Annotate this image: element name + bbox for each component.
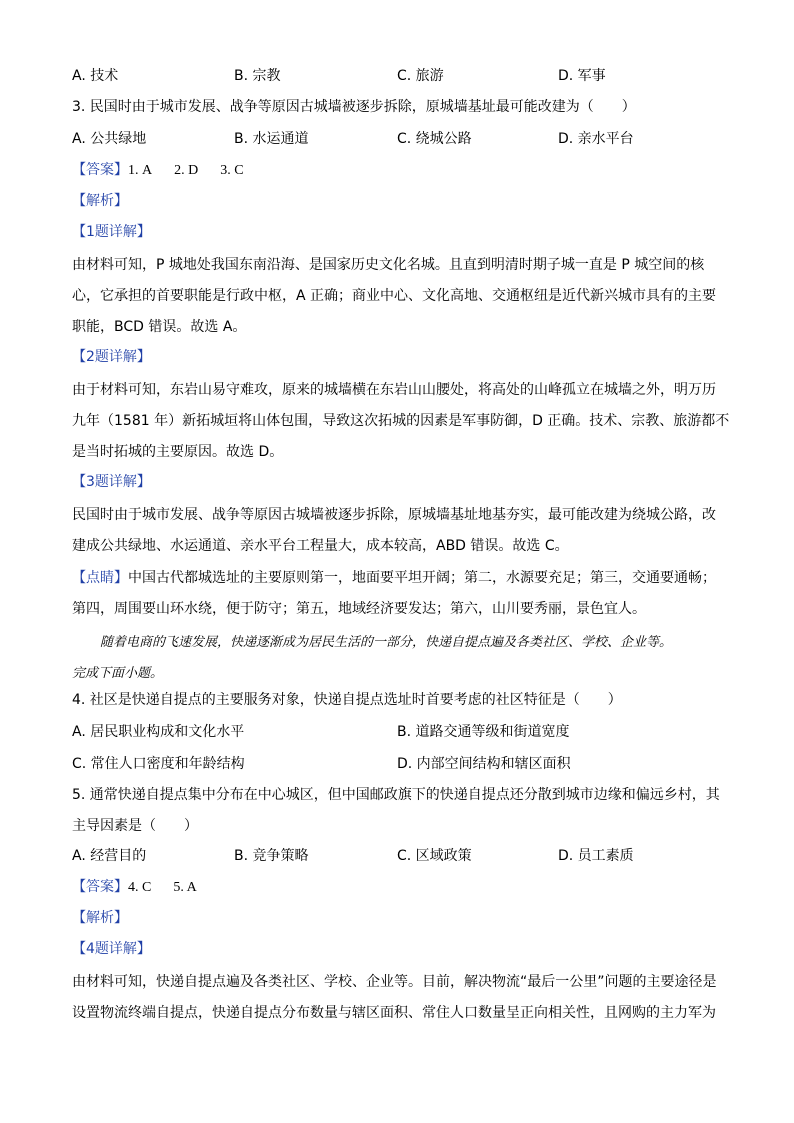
answer-value: 5. A [173,880,197,895]
q5-option-c: C. 区域政策 [397,848,472,864]
detail-1-row: 职能，BCD 错误。故选 A。 [72,319,247,335]
q5-stem-row: 5. 通常快递自提点集中分布在中心城区，但中国邮政旗下的快递自提点还分散到城市边缘和偏远乡村，其 [72,787,720,803]
detail-2-row: 九年（1581 年）新拓城垣将山体包围，导致这次拓城的因素是军事防御，D 正确。技术、宗教、旅游都不 [72,413,730,429]
detail-3-row: 建成公共绿地、水运通道、亲水平台工程量大，成本较高，ABD 错误。故选 C。 [72,538,569,554]
answer-block-2 [72,877,197,898]
detail-2-row: 由于材料可知，东岩山易守难攻，原来的城墙横在东岩山山腰处，将高处的山峰孤立在城墙之外，明万历 [72,382,716,398]
analysis-heading-2: 【解析】 [72,910,128,926]
q3-option-d: D. 亲水平台 [558,131,634,147]
detail-3-heading: 【3题详解】 [72,474,151,490]
detail-2-heading: 【2题详解】 [72,349,151,365]
detail-2-row: 是当时拓城的主要原因。故选 D。 [72,444,284,460]
q2-option-d: D. 军事 [558,68,606,84]
q4-option-b: B. 道路交通等级和街道宽度 [397,724,570,740]
answer-value: 1. A [128,163,153,178]
material-row: 随着电商的飞速发展，快递逐渐成为居民生活的一部分，快递自提点遍及各类社区、学校、企业等。 [100,635,673,650]
detail-1-row: 由材料可知，P 城地处我国东南沿海、是国家历史文化名城。且直到明清时期子城一直是 P 城空间的核 [72,257,705,273]
q2-option-c: C. 旅游 [397,68,444,84]
q5-option-d: D. 员工素质 [558,848,634,864]
q4-stem: 4. 社区是快递自提点的主要服务对象，快递自提点选址时首要考虑的社区特征是（ ） [72,692,622,708]
dianjing-row [72,563,722,594]
detail-4-body [72,967,722,1029]
answer-block-1 [72,160,244,181]
detail-4-row: 由材料可知，快递自提点遍及各类社区、学校、企业等。目前，解决物流“最后一公里”问题的主要途径是 [72,974,717,990]
q5-option-a: A. 经营目的 [72,848,147,864]
analysis-heading-1: 【解析】 [72,193,128,209]
q4-option-d: D. 内部空间结构和辖区面积 [397,756,571,772]
dianjing-text: 中国古代都城选址的主要原则第一，地面要平坦开阔；第二，水源要充足；第三，交通要通畅； [128,570,716,586]
q3-stem: 3. 民国时由于城市发展、战争等原因古城墙被逐步拆除，原城墙基址最可能改建为（ ） [72,99,636,115]
detail-1-heading: 【1题详解】 [72,224,151,240]
detail-2-body [72,375,730,468]
material-block [72,627,722,689]
q3-option-b: B. 水运通道 [234,131,309,147]
detail-1-row: 心，它承担的首要职能是行政中枢，A 正确；商业中心、文化高地、交通枢纽是近代新兴城市具有的主要 [72,288,717,304]
dianjing-block [72,563,722,625]
detail-4-row: 设置物流终端自提点，快递自提点分布数量与辖区面积、常住人口数量呈正向相关性，且网购的主力军为 [72,1005,716,1021]
q2-option-b: B. 宗教 [234,68,281,84]
detail-1-body [72,250,722,343]
q5-option-b: B. 竞争策略 [234,848,309,864]
answer-value: 4. C [128,880,152,895]
detail-3-body [72,500,722,562]
answer-tag: 【答案】 [72,162,128,178]
q2-option-a: A. 技术 [72,68,119,84]
q3-option-c: C. 绕城公路 [397,131,472,147]
dianjing-tag: 【点睛】 [72,570,128,586]
answer-value: 3. C [220,163,244,178]
dianjing-row: 第四，周围要山环水绕，便于防守；第五，地域经济要发达；第六，山川要秀丽，景色宜人。 [72,601,646,617]
material-row: 完成下面小题。 [72,666,164,681]
q4-option-a: A. 居民职业构成和文化水平 [72,724,245,740]
answer-tag: 【答案】 [72,879,128,895]
q5-stem [72,780,722,842]
detail-3-row: 民国时由于城市发展、战争等原因古城墙被逐步拆除，原城墙基址地基夯实，最可能改建为绕城公路，改 [72,507,716,523]
q4-option-c: C. 常住人口密度和年龄结构 [72,756,245,772]
q5-stem-row: 主导因素是（ ） [72,818,198,834]
q3-option-a: A. 公共绿地 [72,131,147,147]
answer-value: 2. D [174,163,199,178]
detail-4-heading: 【4题详解】 [72,941,151,957]
